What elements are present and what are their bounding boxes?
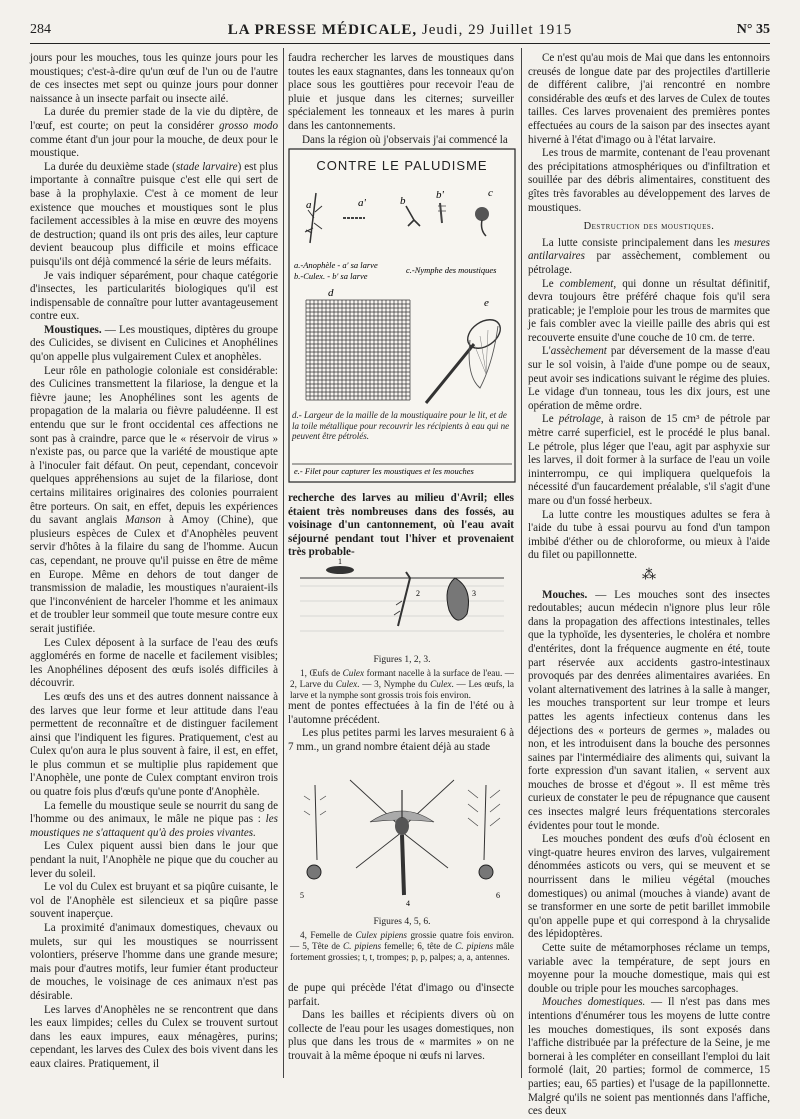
figure-caption: 4, Femelle de Culex pipiens grossie quatre fois environ. — 5, Tête de C. pipiens femelle; 6, tête de C. pipiens mâle fortement grossies; t, t, trompes; p, p, palpes; a, a, antennes. bbox=[290, 930, 514, 962]
paragraph: Les Culex piquent aussi bien dans le jour que pendant la nuit, l'Anophèle ne pique que du coucher au lever du soleil. bbox=[30, 840, 278, 880]
svg-text:6: 6 bbox=[496, 891, 500, 900]
paragraph: Le pétrolage, à raison de 15 cm³ de pétrole par mètre carré superficiel, est le procédé le plus banal. Le pétrole, plus léger que l'eau, agit par asphyxie sur les larves, il doit former à la surface de l'eau un voile ininterrompu, ce qui impliquera quelquefois la nécessité d'un faucardement préalable, s'il s'agit d'une mare ou d'un fossé herbeux. bbox=[528, 413, 770, 507]
paragraph: Le vol du Culex est bruyant et sa piqûre cuisante, le vol de l'Anophèle est silencieux et sa piqûre passe souvent inaperçue. bbox=[30, 881, 278, 921]
figures-4-5-6 bbox=[290, 760, 514, 970]
paragraph: jours pour les mouches, tous les quinze jours pour les moustiques; c'est-à-dire qu'un œuf de l'un ou de l'autre de ces insectes met sept ou quinze jours pour donner naissance à un insecte parfait ou insecte ailé. bbox=[30, 52, 278, 105]
page-number: 284 bbox=[30, 22, 51, 37]
column-2-top bbox=[288, 52, 514, 144]
poster-title: CONTRE LE PALUDISME bbox=[316, 158, 488, 173]
paragraph: de pupe qui précède l'état d'imago ou d'insecte parfait. bbox=[288, 982, 514, 1008]
svg-text:3: 3 bbox=[472, 589, 476, 598]
paragraph: L'assèchement par déversement de la masse d'eau sur le sol voisin, à l'aide d'une pompe ou de seaux, peut avoir ses indications suivant le régime des pluies. Le vidage d'un tonneau, tous les dix jours, est une opération de même ordre. bbox=[528, 345, 770, 412]
paragraph: Les plus petites parmi les larves mesuraient 6 à 7 mm., un grand nombre étaient déjà au stade bbox=[288, 727, 514, 753]
issue-number: N° 35 bbox=[736, 22, 770, 37]
svg-text:a: a bbox=[306, 199, 312, 211]
svg-text:a': a' bbox=[358, 197, 366, 209]
header-rule bbox=[30, 43, 770, 44]
paragraph: recherche des larves au milieu d'Avril; elles étaient très nombreuses dans des fossés, au voisinage d'un cantonnement, où l'eau avait séjourné pendant tout l'hiver et provenaient très probable- bbox=[288, 492, 514, 559]
section-heading: Mouches. bbox=[542, 588, 588, 601]
column-divider bbox=[521, 48, 522, 1078]
paragraph: Les œufs des uns et des autres donnent naissance à des larves que leur forme et leur attitude dans l'eau permettent de reconnaître et de distinguer facilement ainsi que l'indiquent les figures. Pratiquement, c'est au Culex qu'on aura le plus souvent à faire, il est, en effet, le plus commun et se multiplie plus rapidement que l'Anophèle, une ponte de Culex comptant environ trois ou quatre fois plus d'œufs qu'une ponte d'Anophèle. bbox=[30, 690, 278, 799]
section-heading: Moustiques. bbox=[44, 323, 102, 336]
poster-figure bbox=[288, 148, 516, 483]
journal-title: LA PRESSE MÉDICALE, bbox=[227, 22, 418, 38]
female-head bbox=[300, 785, 326, 900]
poster-legend-4: d.- Largeur de la maille de la moustiquaire pour le lit, et de la toile métallique pour recouvrir les récipients à eau qui ne peuvent être pétrolés. bbox=[292, 410, 510, 441]
culex-larva bbox=[398, 572, 410, 626]
journal-masthead bbox=[30, 22, 770, 39]
column-2-mid bbox=[288, 492, 514, 559]
paragraph: Les Culex déposent à la surface de l'eau des œufs agglomérés en forme de nacelle et facilement visibles; les Anophélines déposent des œufs isolés difficiles à découvrir. bbox=[30, 636, 278, 690]
paragraph: Dans la région où j'observais j'ai commencé la bbox=[302, 133, 508, 146]
poster-legend-2: b.-Culex. - b' sa larve bbox=[294, 271, 368, 281]
poster-legend-1: a.-Anophèle - a' sa larve bbox=[294, 260, 378, 270]
paragraph: Le comblement, qui donne un résultat définitif, devra toujours être préféré chaque fois qu'il sera praticable; je l'emploie pour les trous de marmites que je fais combler avec la vieille paille des abris qui est recouverte ensuite d'une couche de 10 cm. de terre. bbox=[528, 277, 770, 344]
svg-text:e: e bbox=[484, 297, 489, 309]
poster-legend-5: e.- Filet pour capturer les moustiques et les mouches bbox=[294, 466, 474, 476]
section-heading: Destruction des moustiques. bbox=[583, 221, 715, 233]
poster-legend-3: c.-Nymphe des moustiques bbox=[406, 265, 497, 275]
svg-text:b': b' bbox=[436, 189, 444, 201]
paragraph: Dans les bailles et récipients divers où on collecte de l'eau pour les usages domestiques, non plus que dans les trous de « marmites » on ne trouvait à la même époque ni œufs ni larves. bbox=[288, 1009, 514, 1062]
paragraph: Mouches domestiques. — Il n'est pas dans mes intentions d'énumérer tous les moyens de lutte contre les mouches domestiques, ils sont exposés dans l'affiche distribuée par la préfecture de la Seine, je me bornerai à les compléter en conseillant l'emploi du lait formolé (lait, 20 parties; formol de commerce, 15 parties; eau, 65 parties) et l'usage de la papillonnette. Malgré qu'ils ne soient pas mentionnés dans l'affiche, ces deux bbox=[528, 996, 770, 1118]
culex-nymph bbox=[447, 578, 469, 620]
paragraph: La durée du deuxième stade (stade larvaire) est plus importante à connaître puisque c'est elle qui sert de base à la prophylaxie. C'est à ce moment de leur existence que mouches et moustiques sont le plus facilement accessibles à la mise en œuvre des moyens de destruction; quand ils ont pris des ailes, leur capture devient beaucoup plus difficile et moins efficace puisqu'ils ont déjà commencé la série de leurs méfaits. bbox=[30, 160, 278, 268]
culex-pipiens-illustration bbox=[290, 760, 514, 910]
paragraph: ment de pontes effectuées à la fin de l'été ou à l'automne précédent. bbox=[288, 700, 514, 726]
paragraph: La lutte consiste principalement dans les mesures antilarvaires par assèchement, comblement ou pétrolage. bbox=[528, 236, 770, 276]
paragraph: La femelle du moustique seule se nourrit du sang de l'homme ou des animaux, le mâle ne pique pas : les moustiques ne s'attaquent qu'à des proies vivantes. bbox=[30, 799, 278, 839]
column-3 bbox=[528, 52, 770, 1118]
column-1 bbox=[30, 52, 278, 1078]
column-2-bottom bbox=[288, 982, 514, 1078]
svg-text:d: d bbox=[328, 287, 334, 299]
svg-text:1: 1 bbox=[338, 557, 342, 566]
paragraph: Cette suite de métamorphoses réclame un temps, variable avec la température, de sept jours en moyenne pour la mouche domestique, mais qui est double ou triple pour les mouches sarcophages. bbox=[528, 942, 770, 995]
paragraph: Les larves d'Anophèles ne se rencontrent que dans les eaux limpides; celles du Culex se trouvent surtout dans les eaux impures, eaux ménagères, purins; cependant, les larves des Culex des bois vivent dans les eaux claires. Pratiquement, il bbox=[30, 1003, 278, 1070]
paragraph: La durée du premier stade de la vie du diptère, de l'œuf, est courte; on peut la considérer grosso modo comme étant d'un jour pour la mouche, de deux pour le moustique. bbox=[30, 106, 279, 160]
male-head bbox=[468, 785, 500, 900]
svg-text:5: 5 bbox=[300, 891, 304, 900]
svg-text:2: 2 bbox=[416, 589, 420, 598]
paragraph: faudra rechercher les larves de moustiques dans toutes les eaux stagnantes, dans les tonneaux qu'on place sous les gouttières pour recevoir l'eau de pluie et jusque dans les citernes; surveiller spécialement les tonneaux et les mares à purin dans les cantonnements. bbox=[288, 52, 514, 132]
paragraph: La proximité d'animaux domestiques, chevaux ou mulets, sur qui les moustiques se nourrissent volontiers, préserve l'homme dans une grande mesure; mais pour d'autres motifs, leur fumier étant producteur de mouches, le voisinage de ces animaux n'est pas désirable. bbox=[30, 922, 278, 1002]
paragraph: Les trous de marmite, contenant de l'eau provenant des précipitations atmosphériques ou d'infiltration et souillée par des débris alimentaires, constituent des gîtes très favorables au développement des larves de moustiques. bbox=[528, 147, 770, 214]
section-moustiques: Moustiques. — Les moustiques, diptères du groupe des Culicides, se divisent en Culicines et Anophélines qu'on appelle plus vulgairement Culex et anophèles. bbox=[30, 323, 278, 364]
section-mouches: Mouches. — Les mouches sont des insectes redoutables; aucun médecin n'ignore plus leur rôle dans la propagation des affections intestinales, telles que la typhoïde, les dysenteries, le choléra et nombre d'entérites, dont la fréquence augmente en été, toute part réservée aux accidents gastro-intestinaux provoqués par des denrées alimentaires avariées. En volant alternativement des latrines à la salle à manger, les mouches transportent sur leur trompe et leurs pattes les agents infectieux contenus dans les déjections des « porteurs de germes », malades ou non, et les introduisent dans la bouche des personnes saines par l'intermédiaire des aliments qui, suivant la forte expression d'un savant italien, « servent aux mouches de brosse et d'égout ». Il est même très curieux de constater le peu de répugnance que causent ces insectes malgré leurs fréquentations stercorales évidentes pour tout le monde. bbox=[528, 588, 770, 832]
paludisme-poster-illustration bbox=[288, 148, 516, 483]
svg-text:4: 4 bbox=[406, 899, 410, 908]
figures-1-2-3 bbox=[290, 556, 514, 700]
issue-date: Jeudi, 29 Juillet 1915 bbox=[421, 22, 573, 38]
larvae-water-illustration bbox=[290, 556, 514, 648]
paragraph: Ce n'est qu'au mois de Mai que dans les entonnoirs creusés de longue date par des projectiles d'artillerie de différent calibre, j'ai rencontré en nombre considérable des œufs et des larves de Culex de toutes tailles. Ces larves provenaient des premières pontes effectuées au cours de la saison par des insectes ayant hiverné à l'état d'imago ou à l'état larvaire. bbox=[528, 52, 770, 146]
paragraph: Je vais indiquer séparément, pour chaque catégorie d'insectes, les particularités biologiques qu'il est indispensable de connaître pour lutter avantageusement contre eux. bbox=[30, 269, 278, 323]
svg-text:b: b bbox=[400, 195, 406, 207]
paragraph: La lutte contre les moustiques adultes se fera à l'aide du tube à essai pourvu au fond d'un tampon imbibé d'éther ou de chloroforme, ou mieux à l'aide du filet ou papillonnette. bbox=[528, 508, 770, 562]
paragraph: Les mouches pondent des œufs d'où éclosent en vingt-quatre heures environ des larves, vulgairement dénommées asticots ou vers, qui se meuvent et se nourrissent dans le milieu végétal (mouches domestiques) ou animal (mouches à viande) avant de se transformer en une sorte de petit barillet immobile qu'on appelle pupe et qui correspond à la chrysalide des lépidoptères. bbox=[528, 833, 770, 941]
egg-raft bbox=[326, 566, 354, 574]
column-divider bbox=[283, 48, 284, 1078]
column-2-mid2 bbox=[288, 700, 514, 756]
page-header bbox=[30, 22, 770, 40]
figure-title: Figures 1, 2, 3. bbox=[373, 655, 431, 665]
svg-text:c: c bbox=[488, 187, 493, 199]
paragraph: Leur rôle en pathologie coloniale est considérable: des Culicines transmettent la filariose, la dengue et la fièvre jaune; les Anophélines sont les agents de propagation de la malaria ou fièvre paludéenne. Il est entendu que sur le front occidental ces affections ne sont pas à craindre, parce que le « réservoir de virus » n'existe pas, ou parce que la variété de moustique apte à l'inoculer fait défaut. On peut, cependant, concevoir quelques appréhensions au sujet de la filariose, dont certains militaires originaires des colonies pourraient être porteurs. On sait, en effet, depuis les expériences du savant anglais Manson à Amoy (Chine), que plusieurs espèces de Culex et d'Anophèles peuvent servir d'hôtes à la filaire du sang de l'homme. Aucun cas, cependant, ne prouve qu'il puisse en être de même en Europe. Même en dehors de tout danger de transmission de maladie, les moustiques n'auraient-ils que l'inconvénient de harceler l'homme et les animaux et de troubler leur sommeil que toute mesure contre eux serait justifiée. bbox=[30, 364, 278, 635]
asterism: ⁂ bbox=[642, 567, 656, 583]
female-mosquito bbox=[350, 780, 454, 908]
figure-caption: 1, Œufs de Culex formant nacelle à la surface de l'eau. — 2, Larve du Culex. — 3, Nymphe du Culex. — Les œufs, la larve et la nymphe sont grossis trois fois environ. bbox=[290, 668, 514, 700]
figure-title: Figures 4, 5, 6. bbox=[373, 917, 431, 927]
